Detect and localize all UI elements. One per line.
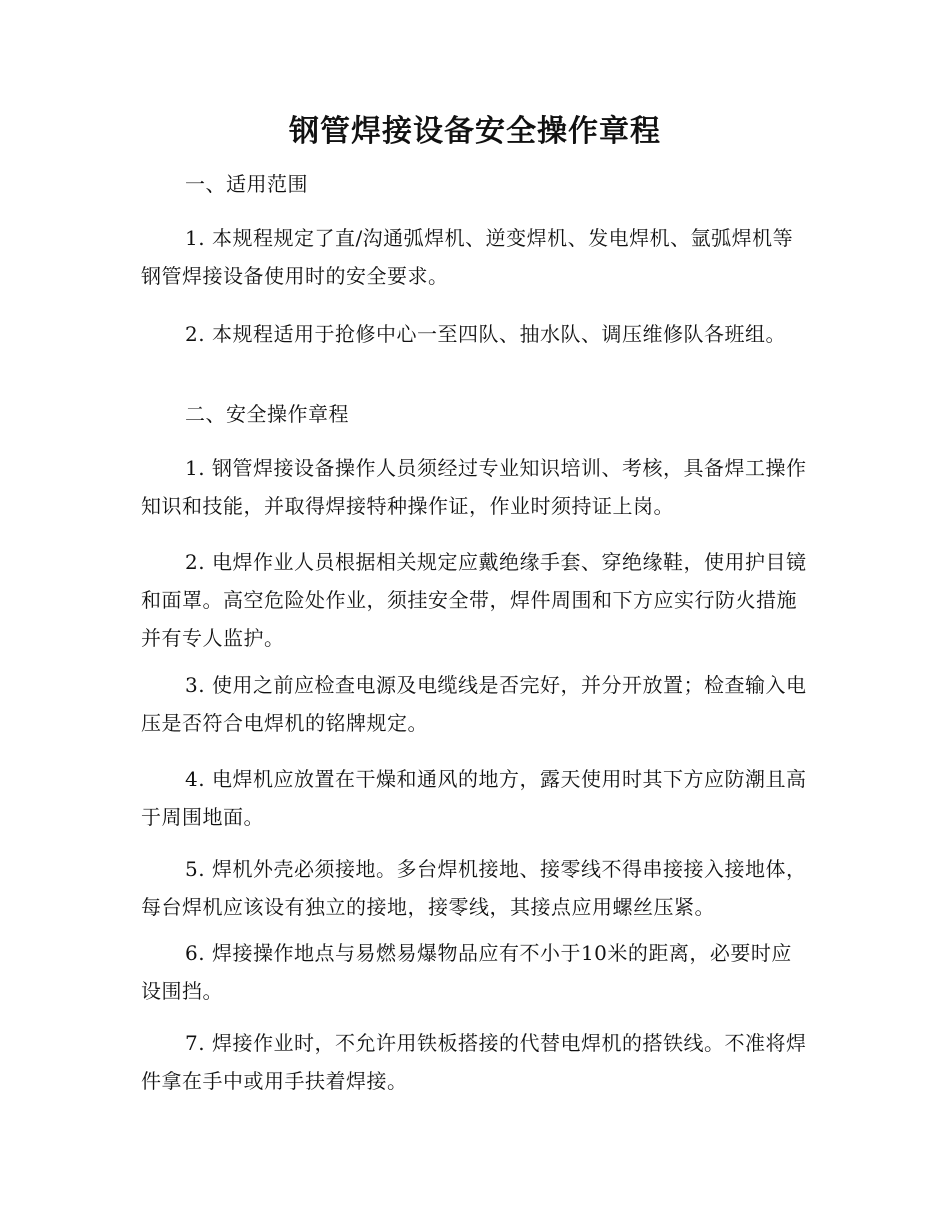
scope-item-2: 2. 本规程适用于抢修中心一至四队、抽水队、调压维修队各班组。	[185, 322, 786, 346]
document-title: 钢管焊接设备安全操作章程	[289, 114, 661, 149]
section-heading-rules: 二、安全操作章程	[185, 402, 349, 426]
section-heading-scope: 一、适用范围	[185, 172, 308, 196]
rule-item-3: 3. 使用之前应检查电源及电缆线是否完好，并分开放置；检查输入电压是否符合电焊机的铭牌规定。	[141, 673, 807, 735]
rule-item-6: 6. 焊接操作地点与易燃易爆物品应有不小于10米的距离，必要时应设围挡。	[141, 941, 792, 1003]
scope-item-1: 1. 本规程规定了直/沟通弧焊机、逆变焊机、发电焊机、氩弧焊机等钢管焊接设备使用时的安全要求。	[141, 226, 794, 288]
rule-item-7: 7. 焊接作业时，不允许用铁板搭接的代替电焊机的搭铁线。不准将焊件拿在手中或用手扶着焊接。	[141, 1031, 807, 1093]
rule-item-4: 4. 电焊机应放置在干燥和通风的地方，露天使用时其下方应防潮且高于周围地面。	[141, 767, 807, 829]
rule-item-2: 2. 电焊作业人员根据相关规定应戴绝缘手套、穿绝缘鞋，使用护目镜和面罩。高空危险处作业，须挂安全带，焊件周围和下方应实行防火措施并有专人监护。	[141, 550, 807, 650]
rule-item-1: 1. 钢管焊接设备操作人员须经过专业知识培训、考核，具备焊工操作知识和技能，并取得焊接特种操作证，作业时须持证上岗。	[141, 456, 807, 518]
rule-item-5: 5. 焊机外壳必须接地。多台焊机接地、接零线不得串接接入接地体，每台焊机应该设有独立的接地，接零线，其接点应用螺丝压紧。	[141, 857, 807, 919]
